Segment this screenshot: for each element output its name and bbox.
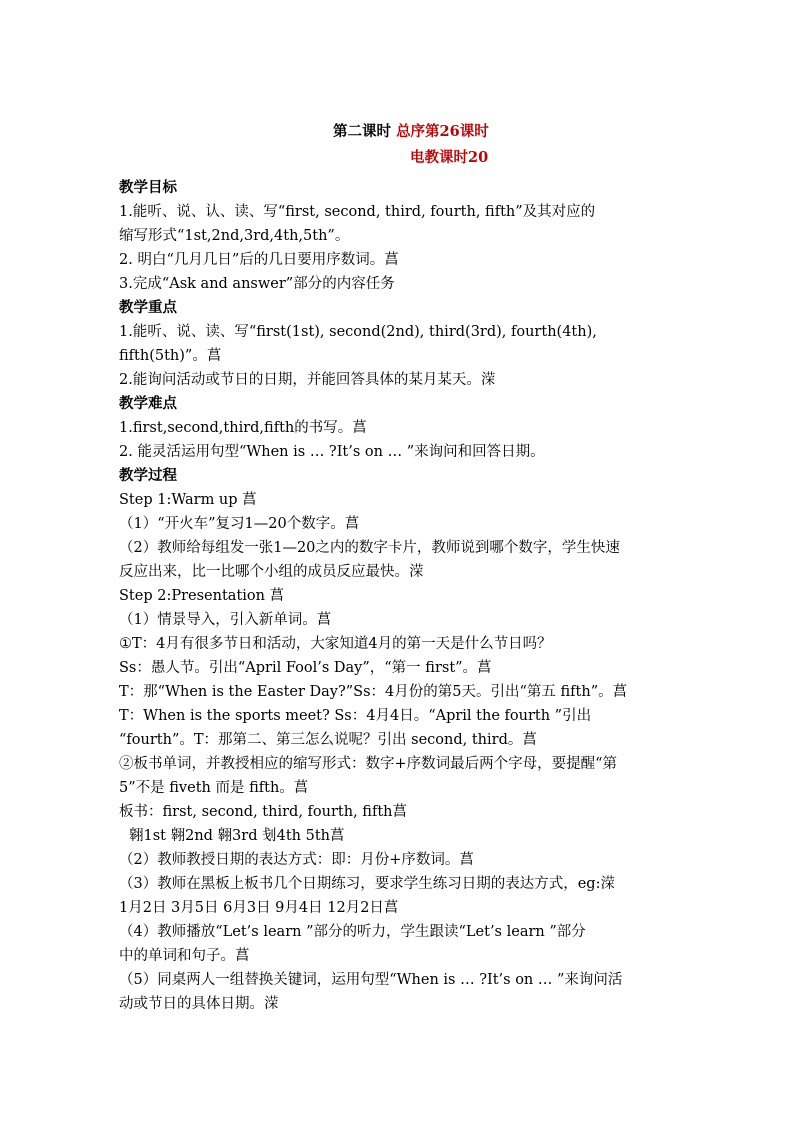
text-line: （5）同桌两人一组替换关键词，运用句型“When is … ?It’s on … ”来询问活 (119, 972, 623, 988)
text-line: 板书：first, second, third, fourth, fifth菖 (119, 804, 407, 820)
text-line: fifth(5th)”。菖 (119, 348, 222, 364)
lesson-subtitle: 电教课时20 (410, 149, 489, 166)
text-line: 5”不是 fiveth 而是 fifth。菖 (119, 780, 309, 796)
section-heading: 教学难点 (119, 395, 177, 412)
text-line: 缩写形式“1st,2nd,3rd,4th,5th”。 (119, 228, 350, 244)
text-line: 2. 能灵活运用句型“When is … ?It’s on … ”来询问和回答日期。 (119, 444, 545, 460)
text-line: （2）教师给每组发一张1—20之内的数字卡片，教师说到哪个数字，学生快速 (119, 540, 620, 556)
text-line: 动或节日的具体日期。溁 (119, 996, 279, 1012)
text-line: 1.能听、说、读、写“first(1st), second(2nd), third(3rd), fourth(4th), (119, 324, 597, 340)
text-line: 1.first,second,third,fifth的书写。菖 (119, 420, 367, 436)
section-heading: 教学重点 (119, 299, 177, 316)
text-line: Step 2:Presentation 菖 (119, 588, 285, 604)
text-line: 反应出来，比一比哪个小组的成员反应最快。溁 (119, 564, 424, 580)
text-line: T：When is the sports meet? Ss：4月4日。“April the fourth ”引出 (119, 708, 592, 724)
text-line: Step 1:Warm up 菖 (119, 492, 257, 508)
lesson-title (333, 120, 489, 141)
lesson-title-black: 第二课时 (333, 123, 397, 140)
section-heading: 教学目标 (119, 179, 177, 196)
text-line: 1月2日 3月5日 6月3日 9月4日 12月2日菖 (119, 900, 399, 916)
document-body (119, 176, 699, 1016)
text-line: 1.能听、说、认、读、写“first, second, third, fourth, fifth”及其对应的 (119, 204, 596, 220)
text-line: （3）教师在黑板上板书几个日期练习，要求学生练习日期的表达方式，eg:溁 (119, 876, 615, 892)
text-line: Ss：愚人节。引出“April Fool’s Day”，“第一 first”。菖 (119, 660, 492, 676)
text-line: （2）教师教授日期的表达方式：即：月份+序数词。菖 (119, 852, 474, 868)
text-line: （4）教师播放“Let’s learn ”部分的听力，学生跟读“Let’s learn ”部分 (119, 924, 586, 940)
text-line: ②板书单词，并教授相应的缩写形式：数字+序数词最后两个字母，要提醒“第 (119, 756, 618, 772)
text-line: 翱1st 翱2nd 翱3rd 刬4th 5th菖 (129, 828, 345, 844)
text-line: 2. 明白“几月几日”后的几日要用序数词。菖 (119, 252, 399, 268)
section-heading: 教学过程 (119, 467, 177, 484)
text-line: T：那“When is the Easter Day?”Ss：4月份的第5天。引出“第五 fifth”。菖 (119, 684, 628, 700)
text-line: 2.能询问活动或节日的日期，并能回答具体的某月某天。溁 (119, 372, 496, 388)
text-line: （1）“开火车”复习1—20个数字。菖 (119, 516, 360, 532)
lesson-title-red: 总序第26课时 (396, 123, 489, 140)
text-line: 中的单词和句子。菖 (119, 948, 250, 964)
text-line: 3.完成“Ask and answer”部分的内容任务 (119, 276, 395, 292)
text-line: ①T：4月有很多节日和活动，大家知道4月的第一天是什么节日吗？ (119, 636, 552, 652)
text-line: （1）情景导入，引入新单词。菖 (119, 612, 332, 628)
text-line: “fourth”。T：那第二、第三怎么说呢？引出 second, third。菖 (119, 732, 537, 748)
